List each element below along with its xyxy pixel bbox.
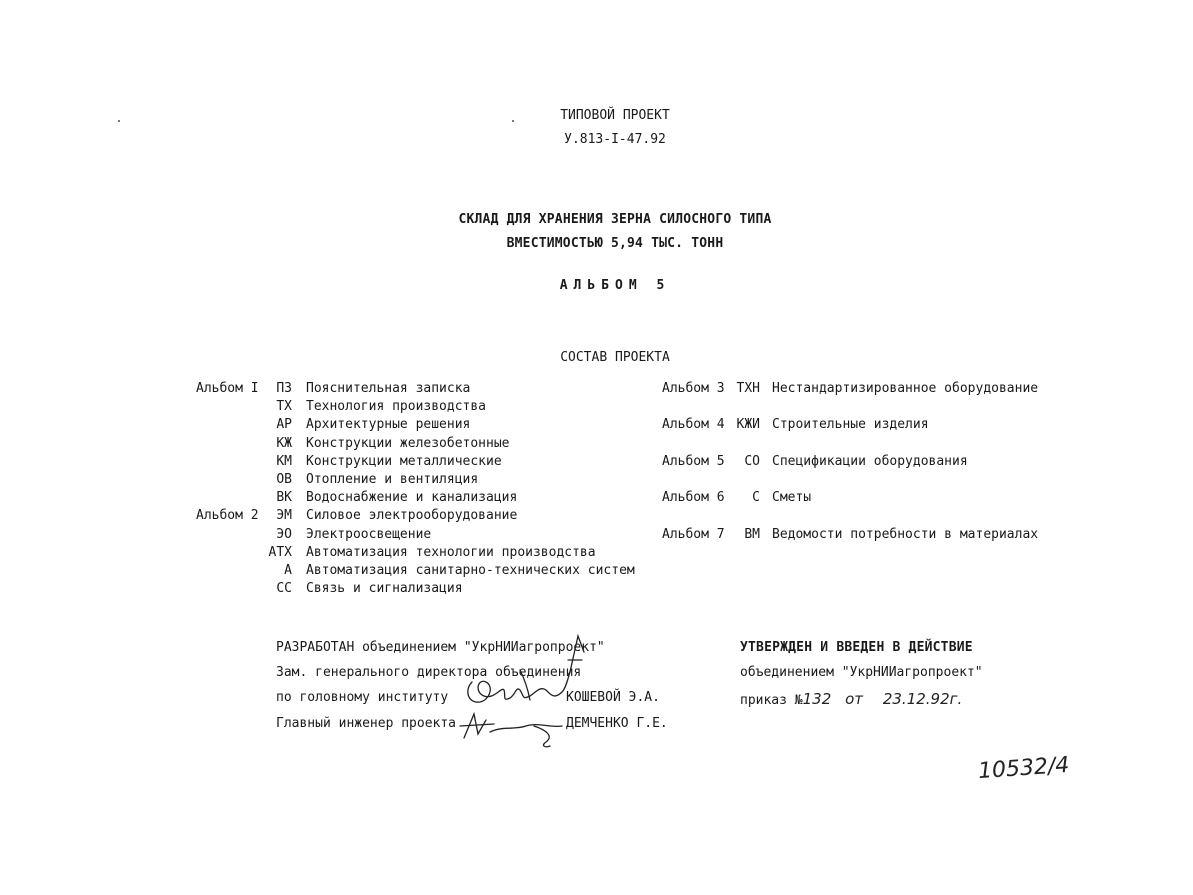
approved-line-2: объединением "УкрНИИагропроект" [740,665,983,680]
section-code: КЖИ [736,417,760,432]
section-name: Отопление и вентиляция [306,472,479,487]
section-name: Конструкции железобетонные [306,435,510,451]
section-code: ТХН [736,381,760,396]
developed-line-2: Зам. генерального директора объединения [276,665,582,680]
section-code: ВМ [744,527,760,542]
archive-number: 10532/4 [977,752,1071,785]
approved-line-1: УТВЕРЖДЕН И ВВЕДЕН В ДЕЙСТВИЕ [740,640,973,655]
project-number: У.813-I-47.92 [564,132,666,147]
signatures-image [450,630,590,750]
section-code: КМ [276,453,292,469]
section-name: Ведомости потребности в материалах [772,527,1039,542]
section-code: С [752,490,760,505]
section-name: Связь и сигнализация [306,581,463,597]
section-name: Нестандартизированное оборудование [772,381,1039,396]
section-code: КЖ [276,435,292,451]
section-name: Автоматизация технологии производства [306,544,596,560]
section-name: Спецификации оборудования [772,454,968,469]
section-name: Сметы [772,490,812,505]
album-label: Альбом 6 [662,490,725,505]
album-title: АЛЬБОМ 5 [559,278,671,293]
album-label: Альбом 7 [662,527,725,542]
developed-line-4-label: Главный инженер проекта [276,716,457,731]
title-line-2: ВМЕСТИМОСТЬЮ 5,94 ТЫС. ТОНН [506,236,724,251]
section-name: Пояснительная записка [306,381,471,396]
section-code: ЭО [276,526,292,542]
album-label: Альбом I [196,381,259,396]
order-from: от [845,690,864,708]
section-code: СС [276,581,292,597]
title-line-1: СКЛАД ДЛЯ ХРАНЕНИЯ ЗЕРНА СИЛОСНОГО ТИПА [458,212,772,227]
section-code: ОВ [276,472,292,487]
approved-line-3 [740,690,962,708]
section-name: Электроосвещение [306,526,432,542]
contents-heading: СОСТАВ ПРОЕКТА [560,350,670,365]
section-name: Технология производства [306,399,487,415]
section-code: ПЗ [276,381,292,396]
order-number: 132 [802,690,832,708]
section-code: АТХ [268,544,292,560]
album-label: Альбом 4 [662,417,725,432]
section-name: Силовое электрооборудование [306,508,518,524]
section-name: Конструкции металлические [306,453,502,469]
album-label: Альбом 3 [662,381,725,396]
section-code: ТХ [276,399,292,415]
album-label: Альбом 5 [662,454,725,469]
developed-line-3-label: по головному институту [276,690,449,705]
section-code: ВК [276,490,292,506]
album-label: Альбом 2 [196,508,259,524]
order-date: 23.12.92г. [882,690,963,708]
section-code: А [284,563,292,578]
section-name: Автоматизация санитарно-технических систем [306,563,635,578]
section-code: ЭМ [276,508,292,524]
section-name: Водоснабжение и канализация [306,490,518,506]
developed-line-3-name: КОШЕВОЙ Э.А. [566,690,660,705]
developed-line-1: РАЗРАБОТАН объединением "УкрНИИагропроект" [276,640,605,655]
section-name: Архитектурные решения [306,417,471,433]
section-code: СО [744,454,760,469]
type-label: ТИПОВОЙ ПРОЕКТ [560,108,670,123]
section-code: АР [276,417,292,433]
order-prefix: приказ № [740,693,803,708]
section-name: Строительные изделия [772,417,929,432]
developed-line-4-name: ДЕМЧЕНКО Г.Е. [566,716,668,731]
